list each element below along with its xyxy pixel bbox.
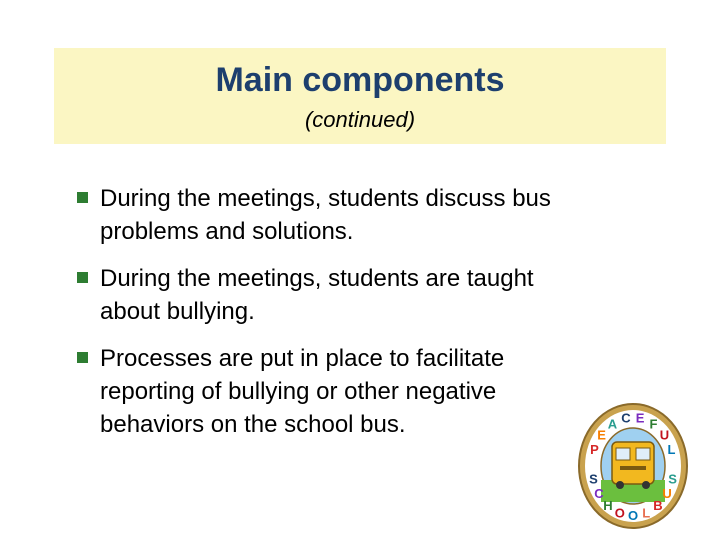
logo-letter: P [590,442,599,458]
logo-letter: C [594,486,604,502]
logo-letter: O [614,505,625,521]
logo-letter: S [668,471,677,487]
school-bus-icon [612,442,654,489]
logo-letter: O [627,508,639,523]
bullet-item [72,262,662,328]
bullet-line: During the meetings, students discuss bus [100,185,551,212]
logo-letter: U [659,427,670,443]
title-banner [54,48,666,144]
slide-subtitle: (continued) [304,107,416,132]
bullet-line: behaviors on the school bus. [100,411,406,438]
bullet-line: Processes are put in place to facilitate [100,345,505,372]
bullet-line: reporting of bullying or other negative [100,378,497,405]
peaceful-school-bus-logo [576,396,690,532]
logo-letter: H [603,497,613,513]
slide-title: Main components [215,61,505,99]
logo-letter: L [667,442,676,458]
square-bullet-icon [77,352,88,363]
square-bullet-icon [77,192,88,203]
logo-letter: L [642,505,651,521]
logo-letter: E [635,410,645,426]
bullet-line: about bullying. [100,298,255,325]
square-bullet-icon [77,272,88,283]
bullet-line: problems and solutions. [100,218,354,245]
bullet-list [72,182,662,458]
bullet-line: During the meetings, students are taught [100,265,534,292]
logo-letter: E [597,427,606,443]
logo-letter: F [649,416,658,432]
logo-letter: C [621,410,631,426]
logo-letter: U [662,486,672,502]
logo-letter: B [653,497,663,513]
bullet-item [72,342,662,441]
bullet-item [72,182,662,248]
logo-letter: S [589,471,598,487]
logo-letter: A [607,416,618,432]
